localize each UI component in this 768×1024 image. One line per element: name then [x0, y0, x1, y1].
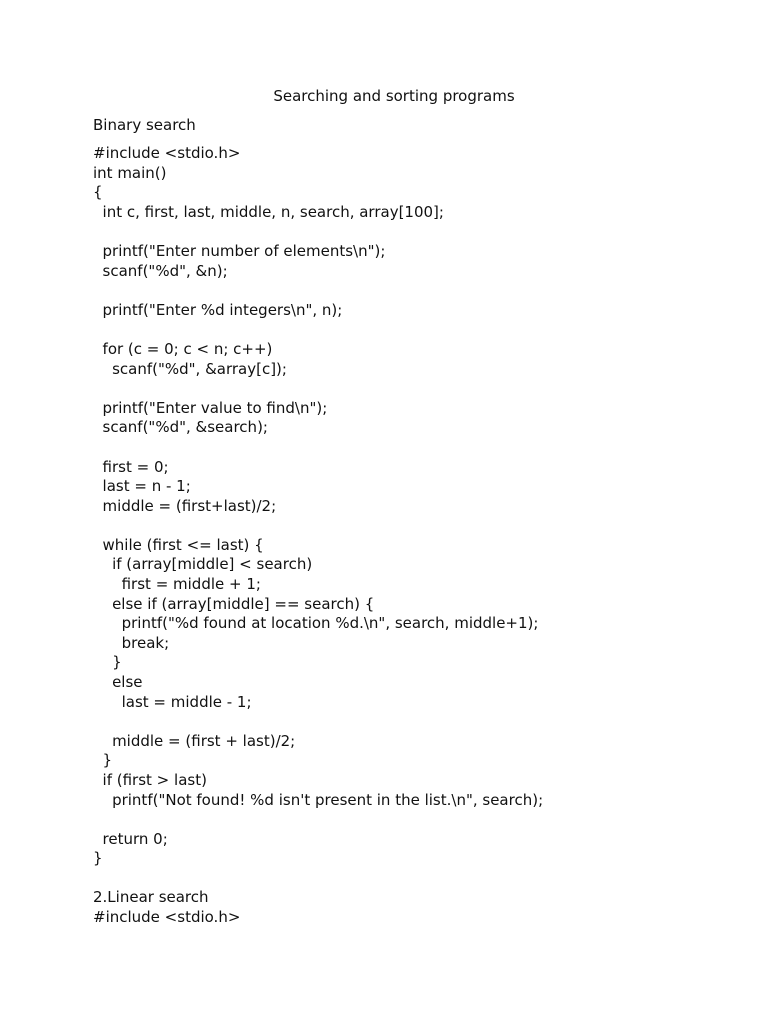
code-line [93, 320, 543, 340]
code-line: else if (array[middle] == search) { [93, 594, 375, 613]
code-line: else [93, 673, 143, 692]
code-line: if (first > last) [93, 771, 207, 789]
code-line: int main() [93, 163, 167, 182]
code-line: #include <stdio.h> [93, 144, 241, 162]
code-line: scanf("%d", &array[c]); [93, 359, 287, 378]
binary-search-code-block [93, 144, 543, 869]
code-line: scanf("%d", &n); [93, 261, 228, 280]
code-line: first = middle + 1; [93, 575, 261, 594]
code-line: middle = (first+last)/2; [93, 496, 277, 515]
code-line [93, 516, 543, 536]
code-line: printf("%d found at location %d.\n", search, middle+1); [93, 614, 539, 633]
code-line: printf("Enter number of elements\n"); [93, 241, 386, 260]
linear-search-section [93, 888, 240, 927]
code-line [93, 438, 543, 458]
code-line: #include <stdio.h> [93, 907, 241, 926]
code-line: } [93, 653, 122, 672]
code-line: { [93, 183, 103, 202]
code-line: printf("Not found! %d isn't present in the list.\n", search); [93, 790, 544, 809]
code-line: if (array[middle] < search) [93, 555, 313, 574]
code-line [93, 281, 543, 301]
code-line: printf("Enter value to find\n"); [93, 398, 328, 417]
code-line: scanf("%d", &search); [93, 418, 268, 437]
code-line [93, 810, 543, 830]
code-line: last = middle - 1; [93, 692, 252, 711]
code-line: for (c = 0; c < n; c++) [93, 339, 273, 358]
code-line: last = n - 1; [93, 477, 191, 496]
code-line: while (first <= last) { [93, 535, 264, 554]
code-line: break; [93, 633, 170, 652]
code-line: int c, first, last, middle, n, search, array[100]; [93, 202, 444, 221]
section-heading-binary-search: Binary search [93, 116, 196, 134]
linear-search-code-block [93, 908, 240, 928]
code-line: first = 0; [93, 457, 169, 476]
code-line: printf("Enter %d integers\n", n); [93, 300, 343, 319]
code-line: middle = (first + last)/2; [93, 731, 296, 750]
code-line: return 0; [93, 829, 168, 848]
code-line [93, 379, 543, 399]
code-line [93, 222, 543, 242]
document-title: Searching and sorting programs [273, 87, 515, 105]
code-line [93, 712, 543, 732]
section-heading-linear-search: 2.Linear search [93, 888, 209, 906]
code-line: } [93, 751, 113, 770]
code-line: } [93, 849, 103, 868]
